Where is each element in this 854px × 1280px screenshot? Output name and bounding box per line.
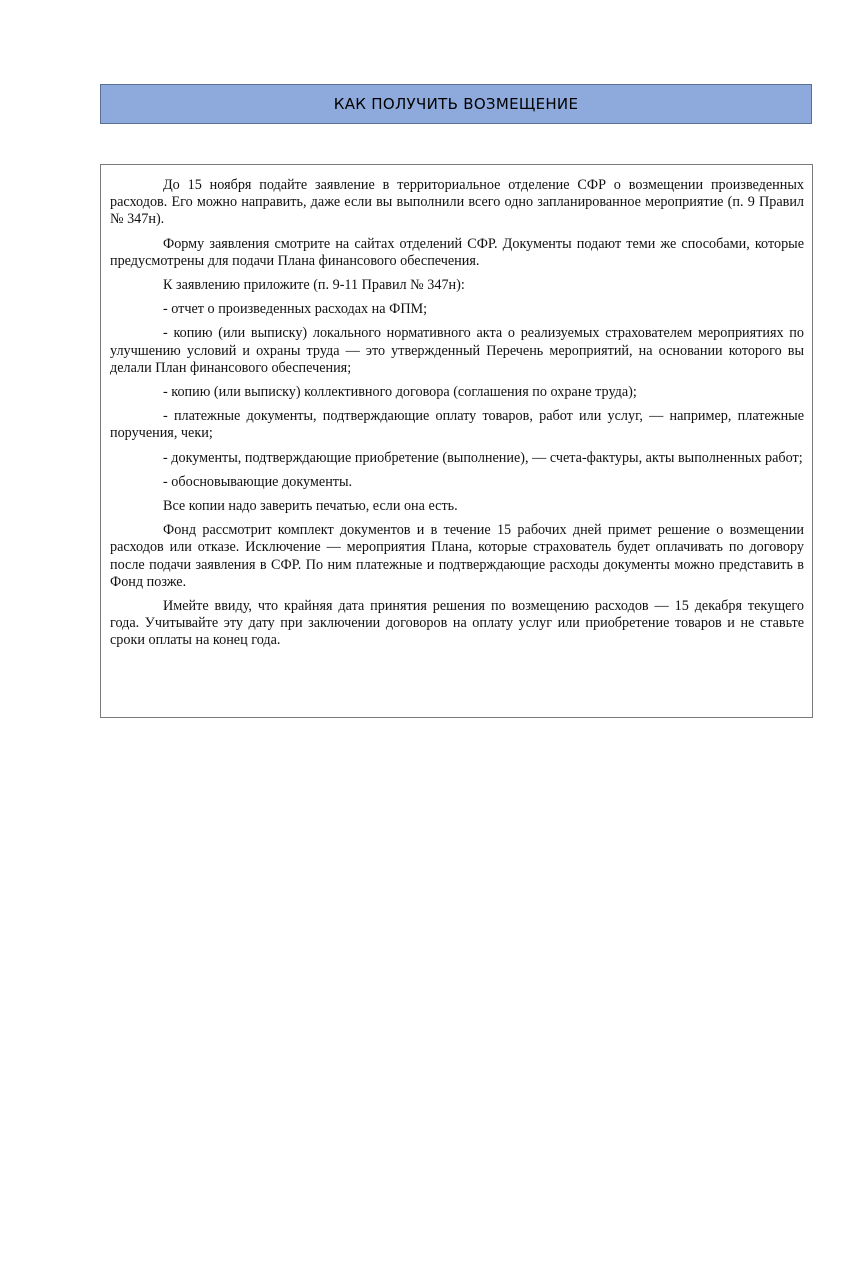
- page-title: КАК ПОЛУЧИТЬ ВОЗМЕЩЕНИЕ: [333, 95, 579, 113]
- paragraph-deadline: До 15 ноября подайте заявление в территориальное отделение СФР о возмещении произведенных расходов. Его можно направить, даже если вы выполнили всего одно запланированное мероприятие (п. 9 Правил № 347н).: [110, 177, 804, 228]
- paragraph-copies: Все копии надо заверить печатью, если она есть.: [163, 498, 458, 515]
- list-item: - копию (или выписку) локального нормативного акта о реализуемых страхователем мероприятиях по улучшению условий и охраны труда — это утвержденный Перечень мероприятий, на основании которого вы делали План финансового обеспечения;: [110, 325, 804, 376]
- list-item: - обосновывающие документы.: [163, 473, 353, 490]
- list-item: - документы, подтверждающие приобретение (выполнение), — счета-фактуры, акты выполненных работ;: [163, 449, 803, 466]
- paragraph-review: Фонд рассмотрит комплект документов и в течение 15 рабочих дней примет решение о возмещении расходов или отказе. Исключение — мероприятия Плана, которые страхователь будет оплачивать по договору после подачи заявления в СФР. По ним платежные и подтверждающие расходы документы можно представить в Фонд позже.: [110, 522, 804, 590]
- paragraph-form: Форму заявления смотрите на сайтах отделений СФР. Документы подают теми же способами, которые предусмотрены для подачи Плана финансового обеспечения.: [110, 235, 804, 269]
- list-item: - платежные документы, подтверждающие оплату товаров, работ или услуг, — например, платежные поручения, чеки;: [110, 408, 804, 442]
- content-box: [100, 164, 813, 718]
- section-header: [100, 84, 812, 124]
- list-item: - копию (или выписку) коллективного договора (соглашения по охране труда);: [163, 384, 637, 401]
- paragraph-attach-intro: К заявлению приложите (п. 9-11 Правил № 347н):: [163, 277, 465, 294]
- list-item: - отчет о произведенных расходах на ФПМ;: [163, 301, 428, 318]
- paragraph-final-date: Имейте ввиду, что крайняя дата принятия решения по возмещению расходов — 15 декабря текущего года. Учитывайте эту дату при заключении договоров на оплату услуг или приобретение товаров и не ставьте сроки оплаты на конец года.: [110, 598, 804, 649]
